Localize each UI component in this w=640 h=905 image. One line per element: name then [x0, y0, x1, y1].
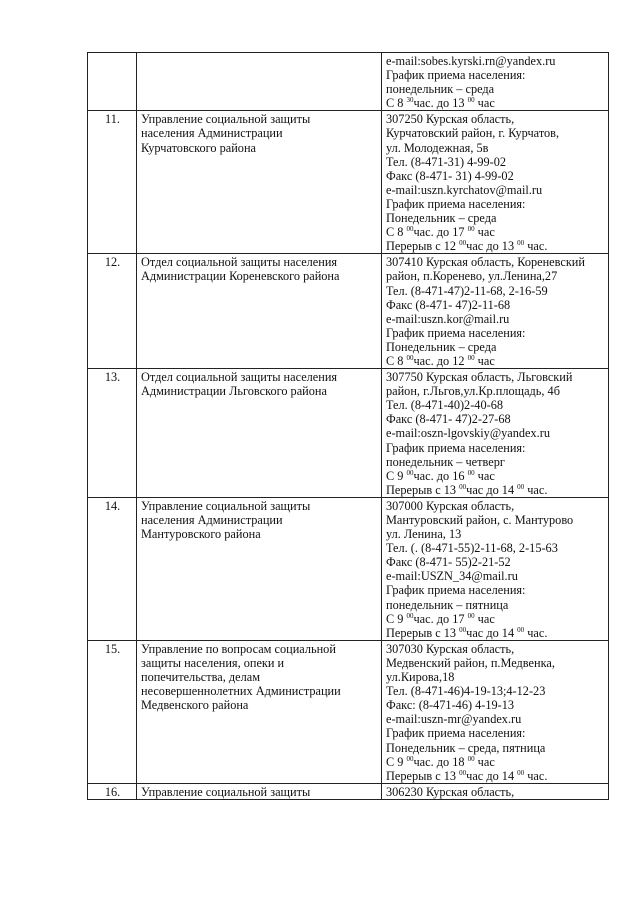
- contact-info-line: Перерыв с 12 $^{00}$час до 13 $^{00}$ час.: [386, 239, 548, 254]
- contact-info-line: e-mail:uszn-mr@yandex.ru: [386, 712, 522, 727]
- time-minutes: 00: [517, 239, 525, 248]
- contact-info-line: Тел. (8-471-31) 4-99-02: [386, 154, 507, 169]
- row-number: 11.: [88, 111, 137, 254]
- contact-info: [382, 640, 609, 783]
- contact-info-line: понедельник – среда: [386, 82, 495, 97]
- contact-info-line: Факс (8-471- 47)2-27-68: [386, 412, 511, 427]
- time-minutes: 00: [467, 96, 475, 105]
- contact-info: [382, 53, 609, 111]
- organization-name-line: защиты населения, опеки и: [141, 655, 285, 670]
- organization-name-line: населения Администрации: [141, 126, 283, 141]
- contact-info-line: С 9 $^{00}$час. до 16 $^{00}$ час: [386, 468, 495, 483]
- contact-info-line: С 9 $^{00}$час. до 17 $^{00}$ час: [386, 611, 495, 626]
- row-number: 13.: [88, 369, 137, 498]
- organization-name-line: населения Администрации: [141, 513, 283, 527]
- table-row: [88, 254, 609, 369]
- contact-info-line: Факс (8-471- 47)2-11-68: [386, 297, 511, 312]
- time-minutes: 00: [459, 625, 467, 634]
- contact-info-line: понедельник – четверг: [386, 454, 505, 469]
- contact-info-line: С 8 $^{30}$час. до 13 $^{00}$ час: [386, 96, 495, 111]
- contact-info-line: Мантуровский район, с. Мантурово: [386, 513, 574, 527]
- organization-name-line: Медвенского района: [141, 698, 249, 713]
- time-minutes: 00: [467, 353, 475, 362]
- contact-info-line: График приема населения:: [386, 325, 526, 340]
- time-minutes: 00: [459, 482, 467, 491]
- contact-info-line: Курчатовский район, г. Курчатов,: [386, 126, 560, 141]
- contact-info: [382, 783, 609, 799]
- table-row: [88, 640, 609, 783]
- contact-info-line: 307030 Курская область,: [386, 641, 515, 656]
- organization-name-line: Мантуровского района: [141, 527, 261, 542]
- contact-info-line: Медвенский район, п.Медвенка,: [386, 655, 555, 670]
- organization-name-line: Администрации Кореневского района: [141, 269, 340, 284]
- organization-name-line: Управление социальной защиты: [141, 498, 311, 513]
- contact-info-line: Факс (8-471- 55)2-21-52: [386, 555, 511, 570]
- table-row: [88, 783, 609, 799]
- row-number: [88, 53, 137, 111]
- time-minutes: 00: [406, 225, 414, 234]
- contact-info-line: С 8 $^{00}$час. до 12 $^{00}$ час: [386, 353, 495, 368]
- contact-info-line: Перерыв с 13 $^{00}$час до 14 $^{00}$ час.: [386, 768, 548, 783]
- contact-info-line: С 9 $^{00}$час. до 18 $^{00}$ час: [386, 754, 495, 769]
- time-minutes: 00: [467, 611, 475, 620]
- contact-info-line: e-mail:sobes.kyrski.rn@yandex.ru: [386, 54, 556, 68]
- organization-name: [137, 254, 382, 369]
- table-row: [88, 111, 609, 254]
- organization-name: [137, 53, 382, 111]
- contact-info-line: 307410 Курская область, Кореневский: [386, 255, 585, 270]
- organization-name-line: Отдел социальной защиты населения: [141, 255, 338, 270]
- contact-info-line: e-mail:uszn.kyrchatov@mail.ru: [386, 182, 543, 197]
- time-minutes: 00: [459, 239, 467, 248]
- contact-info: [382, 497, 609, 640]
- row-number: 16.: [88, 783, 137, 799]
- time-minutes: 30: [406, 96, 414, 105]
- contact-info-line: 306230 Курская область,: [386, 784, 515, 799]
- table-row: [88, 497, 609, 640]
- contact-info-line: 307250 Курская область,: [386, 112, 515, 127]
- contact-info-line: График приема населения:: [386, 196, 526, 211]
- table-row: [88, 53, 609, 111]
- contact-info-line: Перерыв с 13 $^{00}$час до 14 $^{00}$ час.: [386, 625, 548, 640]
- organization-name-line: Управление социальной защиты: [141, 112, 311, 127]
- organization-name-line: Администрации Льговского района: [141, 384, 327, 399]
- contact-info-line: Понедельник – среда: [386, 211, 497, 226]
- time-minutes: 00: [517, 482, 525, 491]
- contact-info-line: Тел. (8-471-40)2-40-68: [386, 398, 503, 413]
- row-number: 12.: [88, 254, 137, 369]
- contact-info-line: Факс: (8-471-46) 4-19-13: [386, 698, 515, 713]
- contact-info: [382, 111, 609, 254]
- time-minutes: 00: [406, 754, 414, 763]
- contact-info-line: С 8 $^{00}$час. до 17 $^{00}$ час: [386, 225, 495, 240]
- contact-info-line: График приема населения:: [386, 68, 526, 83]
- contact-info-line: Понедельник – среда: [386, 339, 497, 354]
- organization-name-line: Курчатовского района: [141, 140, 256, 155]
- organization-name: [137, 111, 382, 254]
- organization-name-line: несовершеннолетних Администрации: [141, 684, 341, 699]
- contact-info: [382, 254, 609, 369]
- contact-info-line: ул.Кирова,18: [386, 670, 455, 685]
- contact-info-line: район, п.Коренево, ул.Ленина,27: [386, 269, 558, 284]
- table-row: [88, 369, 609, 498]
- time-minutes: 00: [406, 353, 414, 362]
- time-minutes: 00: [459, 768, 467, 777]
- organization-name: [137, 640, 382, 783]
- time-minutes: 00: [517, 625, 525, 634]
- time-minutes: 00: [406, 611, 414, 620]
- organization-name: [137, 783, 382, 799]
- organization-name: [137, 497, 382, 640]
- contact-info-line: 307000 Курская область,: [386, 498, 515, 513]
- contact-info-line: График приема населения:: [386, 726, 526, 741]
- contact-info-line: ул. Молодежная, 5в: [386, 140, 489, 155]
- contact-info-line: График приема населения:: [386, 440, 526, 455]
- row-number: 14.: [88, 497, 137, 640]
- contact-info-line: e-mail:uszn.kor@mail.ru: [386, 311, 510, 326]
- organization-name-line: попечительства, делам: [141, 670, 260, 685]
- time-minutes: 00: [467, 225, 475, 234]
- contact-info-line: ул. Ленина, 13: [386, 527, 462, 542]
- organization-name-line: Отдел социальной защиты населения: [141, 370, 338, 385]
- time-minutes: 00: [517, 768, 525, 777]
- contact-info-line: понедельник – пятница: [386, 597, 509, 612]
- contact-info-line: Перерыв с 13 $^{00}$час до 14 $^{00}$ час.: [386, 482, 548, 497]
- contact-info-line: Тел. (8-471-47)2-11-68, 2-16-59: [386, 283, 548, 298]
- contact-info-line: 307750 Курская область, Льговский: [386, 370, 573, 385]
- organization-name-line: Управление социальной защиты: [141, 784, 311, 799]
- contact-info-line: e-mail:USZN_34@mail.ru: [386, 569, 518, 584]
- time-minutes: 00: [467, 754, 475, 763]
- contact-info-line: Тел. (8-471-46)4-19-13;4-12-23: [386, 684, 546, 699]
- time-minutes: 00: [406, 468, 414, 477]
- time-minutes: 00: [467, 468, 475, 477]
- contact-info-line: район, г.Льгов,ул.Кр.площадь, 4б: [386, 384, 560, 399]
- services-table-body: [88, 53, 609, 800]
- organization-name: [137, 369, 382, 498]
- contact-info-line: e-mail:oszn-lgovskiy@yandex.ru: [386, 426, 550, 441]
- contact-info-line: Тел. (. (8-471-55)2-11-68, 2-15-63: [386, 541, 558, 556]
- services-table: [87, 52, 609, 800]
- contact-info: [382, 369, 609, 498]
- contact-info-line: График приема населения:: [386, 583, 526, 598]
- row-number: 15.: [88, 640, 137, 783]
- contact-info-line: Понедельник – среда, пятница: [386, 740, 546, 755]
- contact-info-line: Факс (8-471- 31) 4-99-02: [386, 168, 514, 183]
- organization-name-line: Управление по вопросам социальной: [141, 641, 336, 656]
